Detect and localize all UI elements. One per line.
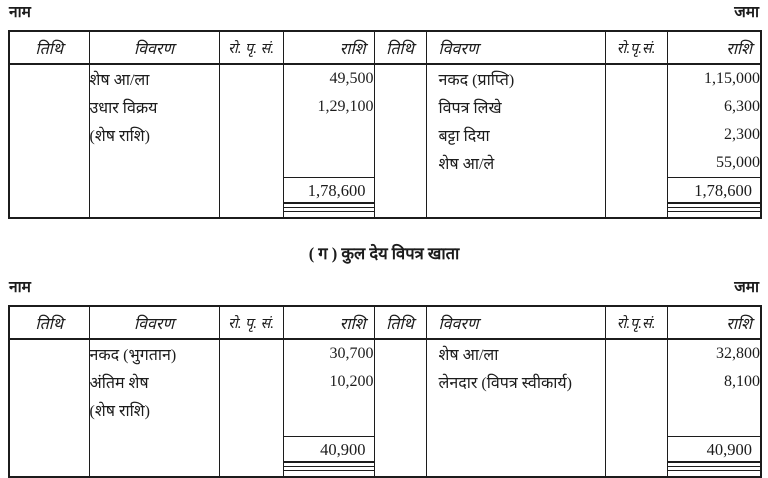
date-cell	[374, 424, 426, 437]
date-cell	[374, 368, 426, 396]
side-labels-1	[8, 3, 760, 23]
account-title: ( ग ) कुल देय विपत्र खाता	[308, 244, 460, 263]
particulars-cell: शेष आ/ले	[426, 149, 605, 178]
folio-cell	[219, 339, 283, 368]
amount-cell: 6,300	[667, 93, 761, 121]
credit-side-label: जमा	[734, 4, 759, 21]
particulars-cell	[426, 424, 605, 437]
table-row	[9, 121, 761, 149]
ledger-table-2	[8, 305, 762, 478]
date-cell	[9, 204, 89, 218]
date-cell	[374, 93, 426, 121]
date-cell	[374, 396, 426, 424]
debit-total-cell	[283, 178, 374, 205]
header-amount-credit: राशि	[667, 306, 761, 339]
folio-cell	[219, 424, 283, 437]
date-cell	[374, 463, 426, 477]
folio-cell	[605, 339, 667, 368]
amount-cell	[283, 396, 374, 424]
folio-cell	[219, 64, 283, 93]
particulars-cell	[426, 396, 605, 424]
amount-cell	[283, 121, 374, 149]
amount-cell: 1,29,100	[283, 93, 374, 121]
date-cell	[9, 121, 89, 149]
credit-total-close	[667, 463, 761, 477]
date-cell	[9, 339, 89, 368]
debit-total-amount: 1,78,600	[284, 179, 374, 204]
folio-cell	[219, 93, 283, 121]
date-cell	[374, 437, 426, 464]
amount-cell	[667, 396, 761, 424]
header-folio-debit: रो. पृ. सं.	[219, 306, 283, 339]
double-rule-row	[9, 463, 761, 477]
particulars-cell	[426, 463, 605, 477]
header-folio-credit: रो.पृ.सं.	[605, 306, 667, 339]
particulars-cell: (शेष राशि)	[89, 121, 219, 149]
particulars-cell: शेष आ/ला	[426, 339, 605, 368]
header-folio-debit: रो. पृ. सं.	[219, 31, 283, 64]
folio-cell	[605, 149, 667, 178]
table-row	[9, 64, 761, 93]
particulars-cell: लेनदार (विपत्र स्वीकार्य)	[426, 368, 605, 396]
table-row	[9, 93, 761, 121]
particulars-cell: उधार विक्रय	[89, 93, 219, 121]
table-row	[9, 149, 761, 178]
double-rule	[284, 207, 374, 212]
credit-side-label: जमा	[734, 279, 759, 296]
folio-cell	[219, 204, 283, 218]
table-row	[9, 339, 761, 368]
particulars-cell	[89, 178, 219, 205]
header-amount-debit: राशि	[283, 31, 374, 64]
debit-total-close	[283, 463, 374, 477]
table-row	[9, 368, 761, 396]
header-date-credit: तिथि	[374, 306, 426, 339]
date-cell	[9, 149, 89, 178]
date-cell	[9, 396, 89, 424]
particulars-cell	[426, 437, 605, 464]
particulars-cell: बट्टा दिया	[426, 121, 605, 149]
particulars-cell: विपत्र लिखे	[426, 93, 605, 121]
folio-cell	[219, 396, 283, 424]
header-row	[9, 31, 761, 64]
date-cell	[9, 368, 89, 396]
particulars-cell	[89, 149, 219, 178]
header-particulars-debit: विवरण	[89, 31, 219, 64]
particulars-cell	[89, 463, 219, 477]
date-cell	[9, 64, 89, 93]
particulars-cell	[89, 437, 219, 464]
folio-cell	[219, 368, 283, 396]
amount-cell: 1,15,000	[667, 64, 761, 93]
date-cell	[9, 463, 89, 477]
folio-cell	[219, 121, 283, 149]
amount-cell	[667, 424, 761, 437]
amount-cell	[283, 424, 374, 437]
folio-cell	[605, 121, 667, 149]
amount-cell: 30,700	[283, 339, 374, 368]
credit-total-amount: 1,78,600	[668, 179, 761, 204]
header-folio-credit: रो.पृ.सं.	[605, 31, 667, 64]
ledger-table-1	[8, 30, 762, 219]
double-rule-row	[9, 204, 761, 218]
double-rule	[284, 466, 374, 471]
credit-total-cell	[667, 437, 761, 464]
debit-side-label: नाम	[9, 279, 31, 296]
folio-cell	[605, 463, 667, 477]
date-cell	[374, 149, 426, 178]
date-cell	[9, 93, 89, 121]
header-amount-credit: राशि	[667, 31, 761, 64]
amount-cell: 32,800	[667, 339, 761, 368]
total-row	[9, 437, 761, 464]
double-rule	[668, 466, 761, 471]
table-row	[9, 396, 761, 424]
amount-cell: 55,000	[667, 149, 761, 178]
folio-cell	[219, 463, 283, 477]
folio-cell	[605, 178, 667, 205]
header-date-credit: तिथि	[374, 31, 426, 64]
particulars-cell: नकद (भुगतान)	[89, 339, 219, 368]
folio-cell	[219, 149, 283, 178]
debit-total-close	[283, 204, 374, 218]
debit-total-amount: 40,900	[284, 438, 374, 463]
folio-cell	[605, 204, 667, 218]
header-particulars-credit: विवरण	[426, 31, 605, 64]
particulars-cell	[426, 178, 605, 205]
folio-cell	[605, 93, 667, 121]
total-row	[9, 178, 761, 205]
account-section-2	[8, 278, 760, 478]
date-cell	[9, 178, 89, 205]
header-date-debit: तिथि	[9, 31, 89, 64]
folio-cell	[605, 64, 667, 93]
date-cell	[9, 437, 89, 464]
folio-cell	[219, 437, 283, 464]
amount-cell: 10,200	[283, 368, 374, 396]
header-particulars-credit: विवरण	[426, 306, 605, 339]
amount-cell	[283, 149, 374, 178]
folio-cell	[605, 437, 667, 464]
particulars-cell	[89, 204, 219, 218]
double-rule	[668, 207, 761, 212]
credit-total-close	[667, 204, 761, 218]
date-cell	[374, 178, 426, 205]
folio-cell	[605, 396, 667, 424]
amount-cell: 2,300	[667, 121, 761, 149]
debit-total-cell	[283, 437, 374, 464]
particulars-cell	[426, 204, 605, 218]
folio-cell	[605, 368, 667, 396]
particulars-cell: नकद (प्राप्ति)	[426, 64, 605, 93]
side-labels-2	[8, 278, 760, 298]
spacer-row	[9, 424, 761, 437]
particulars-cell: अंतिम शेष	[89, 368, 219, 396]
header-row	[9, 306, 761, 339]
date-cell	[374, 204, 426, 218]
date-cell	[9, 424, 89, 437]
date-cell	[374, 64, 426, 93]
date-cell	[374, 339, 426, 368]
header-particulars-debit: विवरण	[89, 306, 219, 339]
amount-cell: 8,100	[667, 368, 761, 396]
amount-cell: 49,500	[283, 64, 374, 93]
account-section-1	[8, 3, 760, 219]
particulars-cell: (शेष राशि)	[89, 396, 219, 424]
debit-side-label: नाम	[9, 4, 31, 21]
folio-cell	[605, 424, 667, 437]
particulars-cell	[89, 424, 219, 437]
particulars-cell: शेष आ/ला	[89, 64, 219, 93]
date-cell	[374, 121, 426, 149]
folio-cell	[219, 178, 283, 205]
header-date-debit: तिथि	[9, 306, 89, 339]
header-amount-debit: राशि	[283, 306, 374, 339]
credit-total-amount: 40,900	[668, 438, 761, 463]
credit-total-cell	[667, 178, 761, 205]
